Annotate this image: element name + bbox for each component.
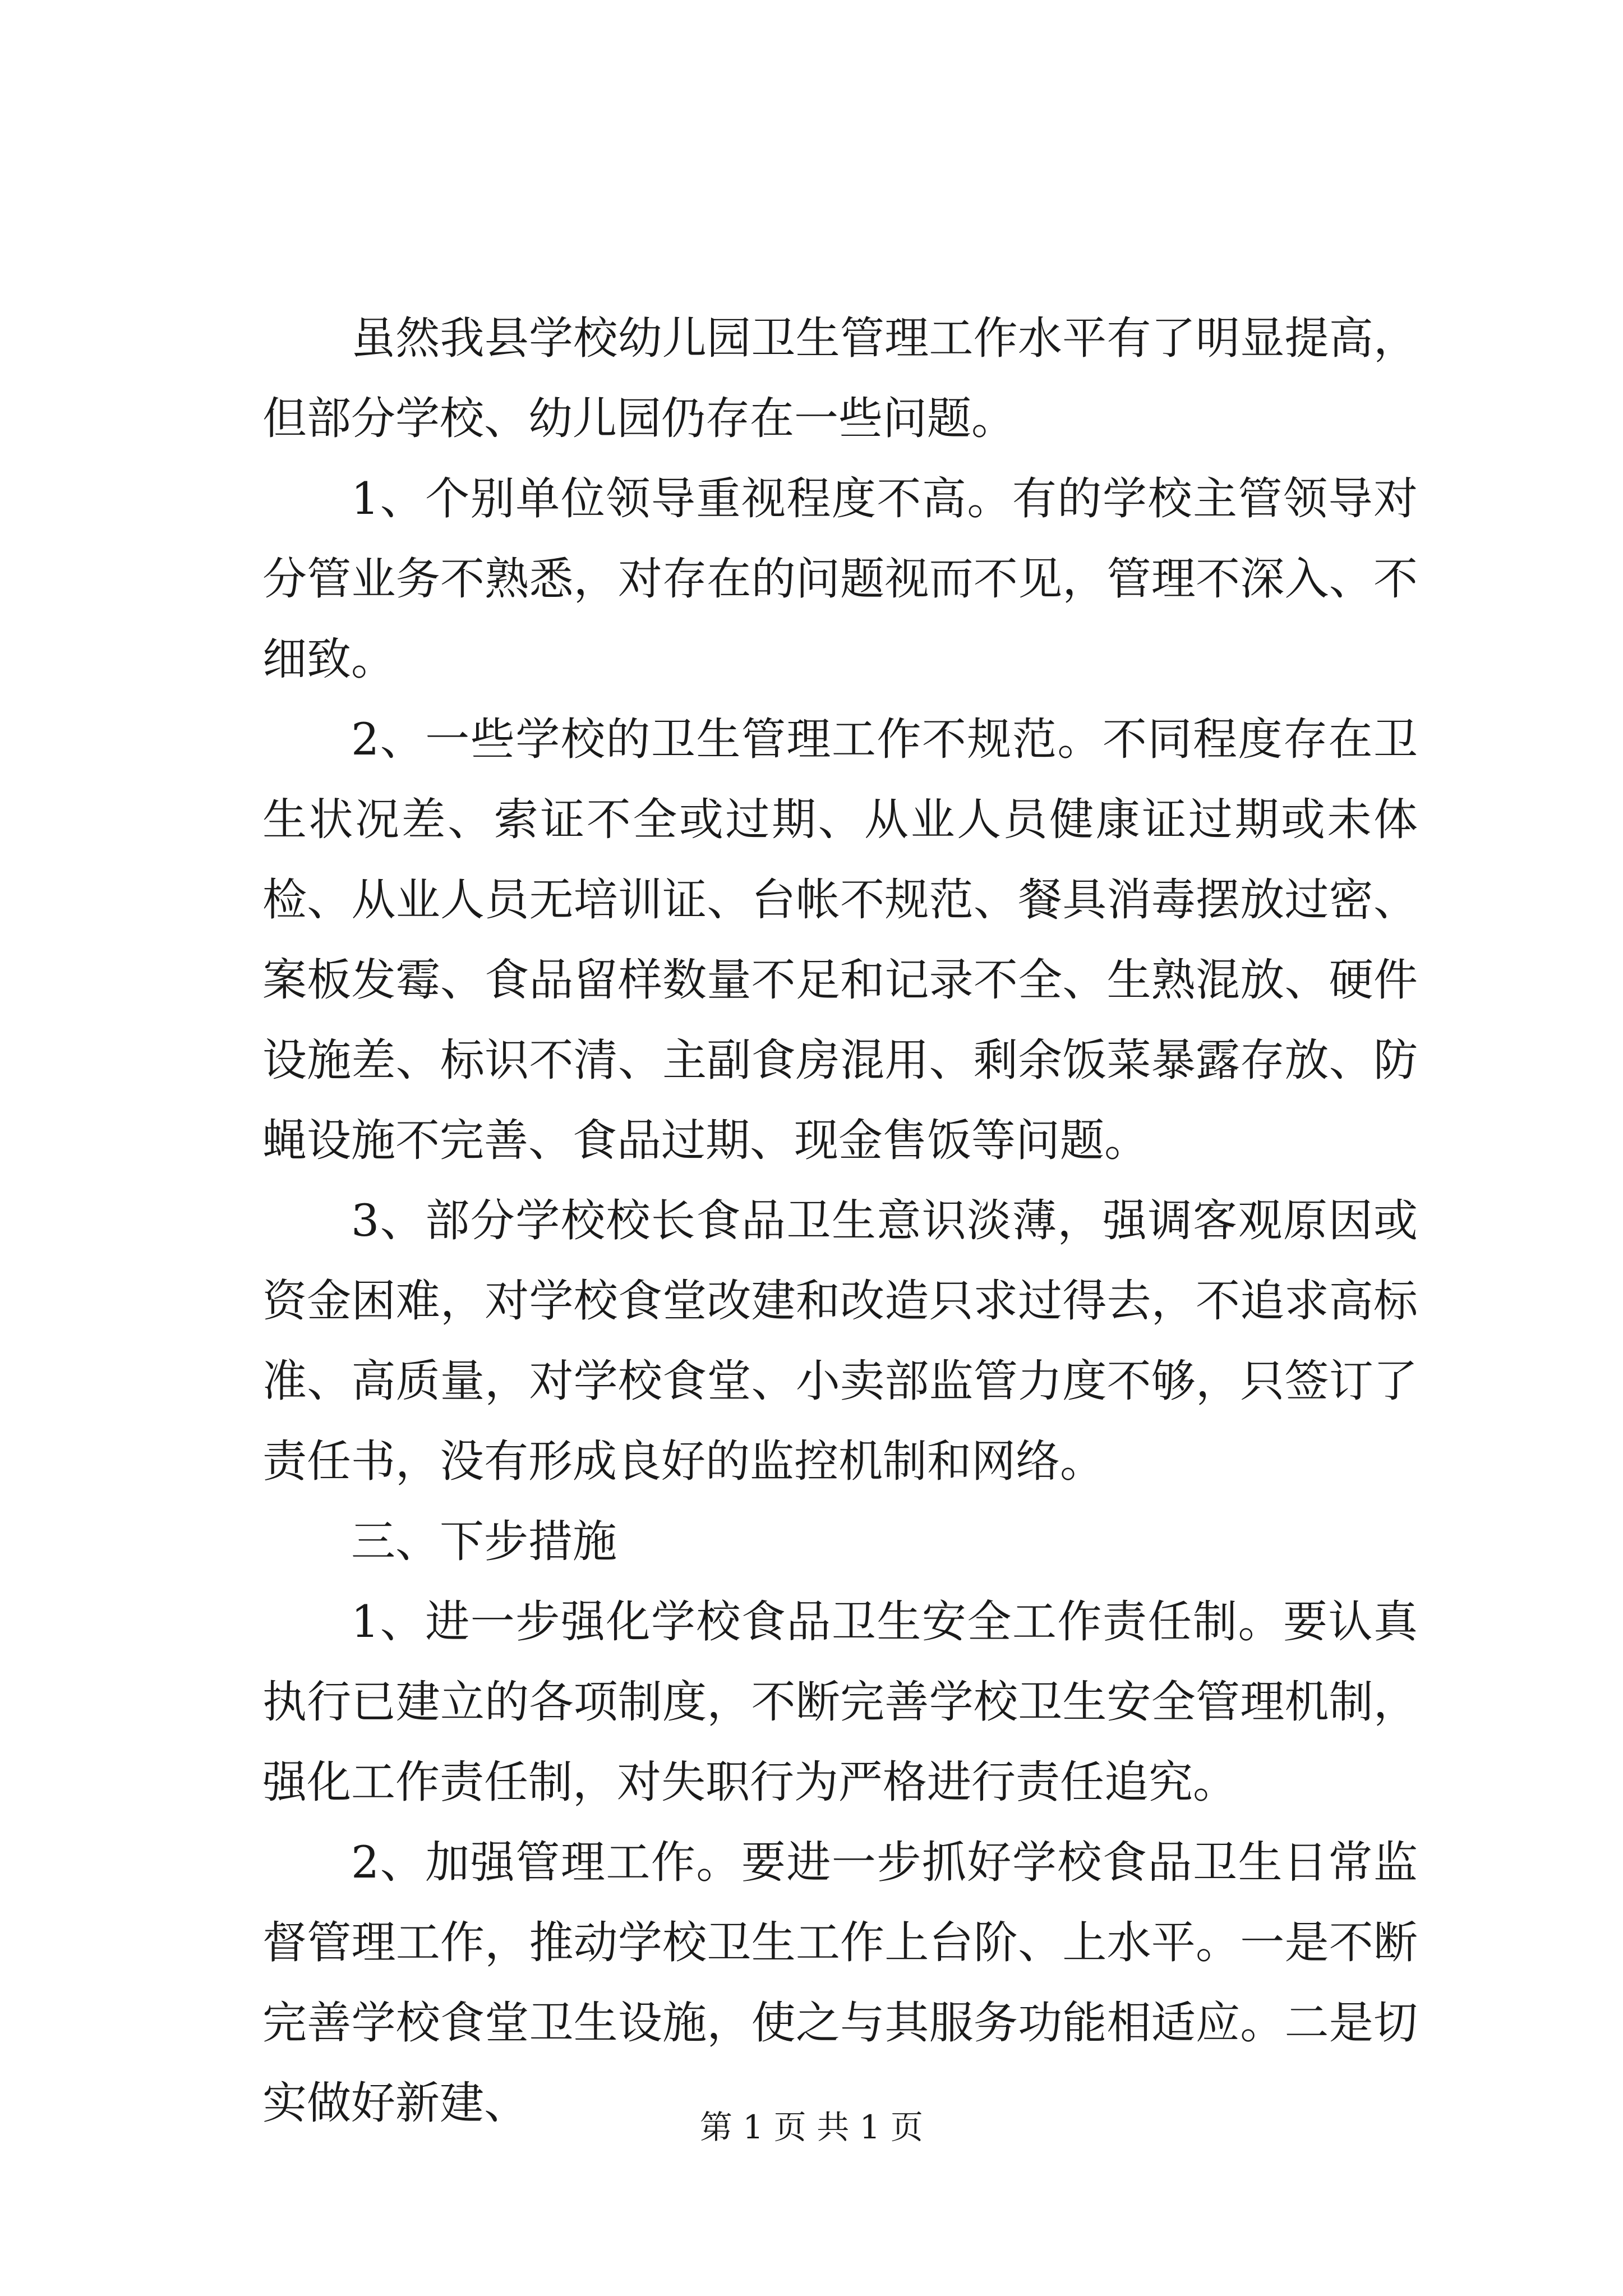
page-footer: 第 1 页 共 1 页 [700,2108,923,2146]
paragraph-issue-3: 3、部分学校校长食品卫生意识淡薄，强调客观原因或资金困难，对学校食堂改建和改造只求过得去，不追求高标准、高质量，对学校食堂、小卖部监管力度不够，只签订了责任书，没有形成良好的监控机制和网络。 [262,1195,1418,1487]
paragraph-issue-1: 1、个别单位领导重视程度不高。有的学校主管领导对分管业务不熟悉，对存在的问题视而不见，管理不深入、不细致。 [262,473,1418,685]
paragraph-measure-2: 2、加强管理工作。要进一步抓好学校食品卫生日常监督管理工作，推动学校卫生工作上台阶、上水平。一是不断完善学校食堂卫生设施，使之与其服务功能相适应。二是切实做好新建、 [262,1837,1418,2129]
document-body [262,298,1418,2143]
section-heading-next-steps: 三、下步措施 [351,1516,617,1567]
paragraph-issue-2: 2、一些学校的卫生管理工作不规范。不同程度存在卫生状况差、索证不全或过期、从业人员健康证过期或未体检、从业人员无培训证、台帐不规范、餐具消毒摆放过密、案板发霉、食品留样数量不足和记录不全、生熟混放、硬件设施差、标识不清、主副食房混用、剩余饭菜暴露存放、防蝇设施不完善、食品过期、现金售饭等问题。 [262,714,1418,1166]
paragraph-measure-1: 1、进一步强化学校食品卫生安全工作责任制。要认真执行已建立的各项制度，不断完善学校卫生安全管理机制，强化工作责任制，对失职行为严格进行责任追究。 [262,1596,1418,1808]
paragraph-intro: 虽然我县学校幼儿园卫生管理工作水平有了明显提高，但部分学校、幼儿园仍存在一些问题。 [262,312,1418,444]
